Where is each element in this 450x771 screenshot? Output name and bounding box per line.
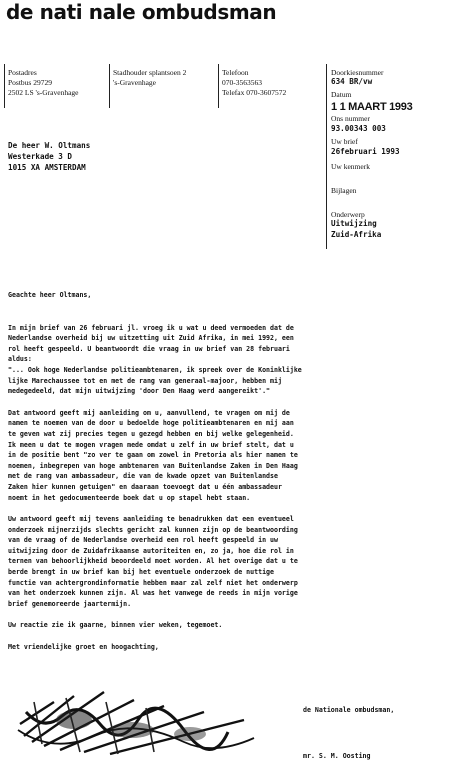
closing-request: Uw reactie zie ik gaarne, binnen vier weken, tegemoet.	[8, 621, 223, 630]
phone-label: Telefoon	[222, 68, 249, 77]
signatory-name: mr. S. M. Oosting	[303, 752, 371, 760]
letter-body	[8, 290, 448, 653]
postal-city: 2502 LS 's-Gravenhage	[8, 88, 79, 97]
text-line: van de vraag of de Nederlandse overheid een rol heeft gespeeld in uw	[8, 536, 278, 545]
postal-label: Postadres	[8, 68, 37, 77]
your-letter-value: 26februari 1993	[331, 147, 400, 156]
text-line: ternen van behoorlijkheid beoordeeld moet worden. Al het overige dat u te	[8, 557, 298, 566]
visit-street: Stadhouder splantsoen 2	[113, 68, 187, 77]
text-line: aldus:	[8, 355, 32, 364]
text-line: noemen, inbegrepen van hoge ambtenaren van Buitenlandse Zaken in Den Haag	[8, 461, 298, 470]
text-line: In mijn brief van 26 februari jl. vroeg ik u wat u deed vermoeden dat de	[8, 323, 294, 332]
recipient-street: Westerkade 3 D	[8, 152, 73, 161]
recipient-name: De heer W. Oltmans	[8, 141, 91, 150]
text-line: te geven wat zij precies tegen u gezegd hebben en bij welke gelegenheid.	[8, 429, 294, 438]
text-line: "... Ook hoge Nederlandse politieambtenaren, ik spreek over de Koninklijke	[8, 365, 302, 374]
header-divider	[109, 64, 110, 108]
text-line: Dat antwoord geeft mij aanleiding om u, aanvullend, te vragen om mij de	[8, 408, 290, 417]
signatory-title: de Nationale ombudsman,	[303, 706, 395, 714]
text-line: Zaken hier kunnen getuigen" en daaraan toevoegt dat u één ambassadeur	[8, 482, 282, 491]
text-line: noemt in het gedocumenteerde boek dat u op stapel hebt staan.	[8, 493, 251, 502]
reference-divider	[326, 64, 327, 249]
fax-number: Telefax 070-3607572	[222, 88, 287, 97]
text-line: berde brengt in uw brief kan bij het eventuele onderzoek de nuttige	[8, 568, 274, 577]
your-reference-label: Uw kenmerk	[331, 162, 370, 171]
date-stamp: 1 1 MAART 1993	[331, 101, 413, 113]
text-line: functie van achtergrondinformatie hebben maar zal zelf niet het onderwerp	[8, 578, 298, 587]
text-line: Nederlandse overheid bij uw uitzetting uit Zuid Afrika, in mei 1992, een	[8, 334, 294, 343]
text-line: medegedeeld, dat mijn uitwijzing 'door Den Haag werd aangereikt'."	[8, 387, 271, 396]
recipient-city: 1015 XA AMSTERDAM	[8, 163, 86, 172]
attachments-label: Bijlagen	[331, 186, 357, 195]
header-divider	[4, 64, 5, 108]
paragraph	[8, 323, 448, 397]
handwritten-signature	[14, 672, 274, 762]
letterhead-brand: de nati nale ombudsman	[6, 0, 277, 24]
subject-line: Zuid-Afrika	[331, 230, 382, 239]
visit-city: 's-Gravenhage	[113, 78, 156, 87]
text-line: met de rang van ambassadeur, die van de kwade opzet van Buitenlandse	[8, 472, 278, 481]
your-letter-label: Uw brief	[331, 137, 358, 146]
postal-address-block	[8, 68, 79, 98]
text-line: rol heeft gespeeld. U beantwoordt die vraag in uw brief van 28 februari	[8, 344, 290, 353]
visit-address-block	[113, 68, 186, 88]
subject-line: Uitwijzing	[331, 219, 377, 228]
text-line: brief genemoreerde jaartermijn.	[8, 599, 132, 608]
phone-number: 070-3563563	[222, 78, 262, 87]
text-line: van het onderzoek kunnen zijn. Al was het vanwege de reeds in mijn vorige	[8, 589, 298, 598]
postal-box: Postbus 29729	[8, 78, 52, 87]
paragraph	[8, 408, 448, 503]
dossier-label: Doorkiesnummer	[331, 68, 384, 77]
text-line: Uw antwoord geeft mij tevens aanleiding te benadrukken dat een eventueel	[8, 515, 294, 524]
text-line: lijke Marechaussee tot en met de rang van generaal-majoor, hebben mij	[8, 376, 282, 385]
text-line: in de positie bent "zo ver te gaan om zowel in Pretoria als hier namen te	[8, 451, 298, 460]
header-divider	[218, 64, 219, 108]
paragraph	[8, 514, 448, 609]
our-number-value: 93.00343 003	[331, 124, 386, 133]
text-line: onderzoek mijnerzijds slechts gericht zal kunnen zijn op de beantwoording	[8, 525, 298, 534]
our-number-label: Ons nummer	[331, 114, 370, 123]
date-label: Datum	[331, 90, 352, 99]
salutation: Geachte heer Oltmans,	[8, 291, 92, 299]
text-line: uitwijzing door de Zuidafrikaanse autoriteiten en, zo ja, hoe die rol in	[8, 546, 294, 555]
dossier-value: 634 BR/vw	[331, 77, 373, 86]
phone-block	[222, 68, 286, 98]
text-line: Ik meen u dat te mogen vragen mede omdat u zelf in uw brief stelt, dat u	[8, 440, 294, 449]
subject-label: Onderwerp	[331, 210, 365, 219]
text-line: namen te noemen van de door u bedoelde hoge politieambtenaren en mij aan	[8, 419, 294, 428]
closing-greeting: Met vriendelijke groet en hoogachting,	[8, 643, 159, 652]
recipient-address	[8, 140, 90, 173]
